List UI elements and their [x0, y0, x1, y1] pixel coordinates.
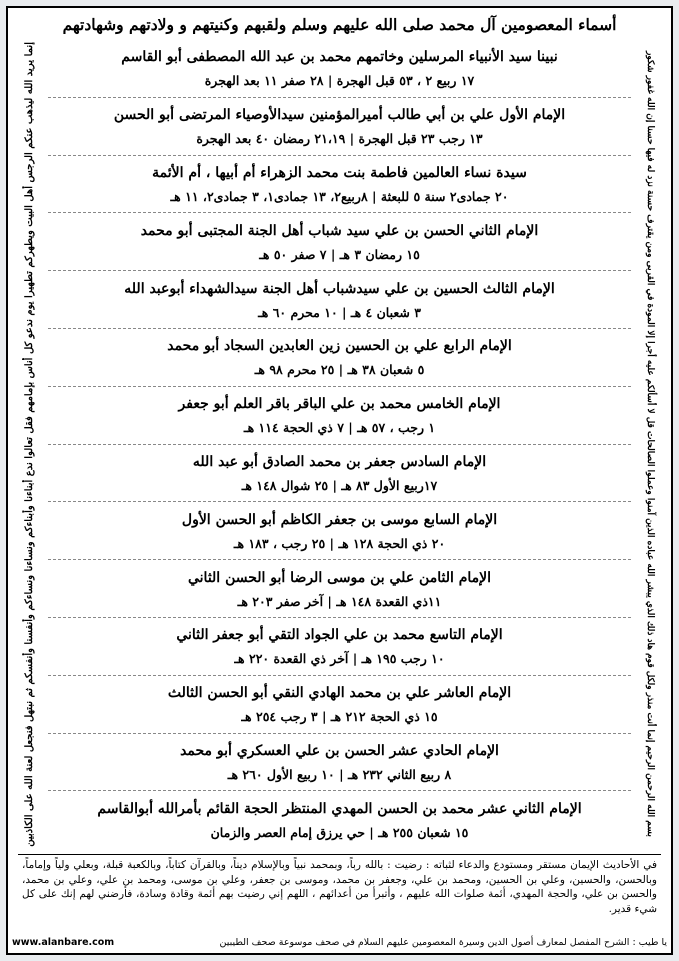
entry-name: نبينا سيد الأنبياء المرسلين وخاتمهم محمد بن عبد الله المصطفى أبو القاسم [121, 49, 558, 66]
list-item [48, 502, 631, 560]
entry-dates: ١٠ رجب ١٩٥ هـ | آخر ذي القعدة ٢٢٠ هـ [234, 651, 445, 667]
list-item [48, 387, 631, 445]
entry-name: الإمام السابع موسى بن جعفر الكاظم أبو الحسن الأول [181, 511, 498, 528]
entry-name: الإمام الثاني عشر محمد بن الحسن المهدي المنتظر الحجة القائم بأمرالله أبوالقاسم [97, 801, 582, 818]
right-side-verse-text: بسم الله الرحمن الرحيم إنما أنت منذر ولكل قوم هاد ذلك الذي يبشر الله عباده الذين آمنوا وعملوا الصالحات قل لا أسألكم عليه أجرا إلا المودة في القربى ومن يقترف حسنة نزد له فيها حسنا إن الله غفور شكور [645, 51, 655, 837]
page-title: أسماء المعصومين آل محمد صلى الله عليهم وسلم ولقبهم وكنيتهم و ولادتهم وشهادتهم [62, 15, 617, 34]
entry-name: الإمام التاسع محمد بن علي الجواد التقي أبو جعفر الثاني [176, 627, 503, 644]
entry-dates: ١٥ شعبان ٢٥٥ هـ | حي يرزق إمام العصر والزمان [210, 825, 469, 841]
entry-dates: ٣ شعبان ٤ هـ | ١٠ محرم ٦٠ هـ [258, 304, 421, 320]
entry-dates: ٢٠ ذي الحجة ١٢٨ هـ | ٢٥ رجب ، ١٨٣ هـ [233, 535, 446, 551]
list-item [48, 329, 631, 387]
left-side-verse [14, 38, 44, 850]
entry-name: الإمام الثاني الحسن بن علي سيد شباب أهل الجنة المجتبى أبو محمد [140, 222, 539, 239]
credits-text: يا طيب : الشرح المفصل لمعارف أصول الدين وسيرة المعصومين عليهم السلام في صحف موسوعة صحف الطيبين [219, 936, 667, 948]
entry-dates: ٨ ربيع الثاني ٢٣٢ هـ | ١٠ ربيع الأول ٢٦٠ هـ [227, 766, 452, 782]
list-item [48, 98, 631, 156]
list-item [48, 676, 631, 734]
footer-dua-text: في الأحاديث الإيمان مستقر ومستودع والدعاء لثباته : رضيت : بالله رباً، وبمحمد نبياً وبالإسلام ديناً، وبالقرآن كتاباً، وبالكعبة قبلة، وبعلي ولياً وإماماً، وبالحسن، والحسين، وعلي بن الحسين، ومحمد بن علي، وجعفر بن محمد، وموسى بن جعفر، وعلي بن موسى، ومحمد بن علي، وعلي بن محمد، والحسن بن علي، والحجة المهدي، أئمة صلوات الله عليهم ، وأتبرأ من أعدائهم ، اللهم إني رضيت بهم أئمة وقادة وسادة، فأرضني لهم إنك على كل شيء قدير. [22, 859, 657, 915]
entry-name: الإمام الثالث الحسين بن علي سيدشباب أهل الجنة سيدالشهداء أبوعبد الله [124, 280, 555, 297]
entry-name: الإمام الخامس محمد بن علي الباقر باقر العلم أبو جعفر [178, 396, 501, 413]
entry-name: الإمام السادس جعفر بن محمد الصادق أبو عبد الله [192, 453, 487, 470]
entry-dates: ١٧ربيع الأول ٨٣ هـ | ٢٥ شوال ١٤٨ هـ [241, 477, 438, 493]
website-link[interactable]: www.alanbare.com [12, 936, 115, 948]
entry-name: الإمام الأول علي بن أبي طالب أميرالمؤمنين سيدالأوصياء المرتضى أبو الحسن [113, 107, 566, 124]
list-item [48, 618, 631, 676]
list-item [48, 734, 631, 792]
entry-name: الإمام الحادي عشر الحسن بن علي العسكري أبو محمد [180, 742, 499, 759]
entry-dates: ٥ شعبان ٣٨ هـ | ٢٥ محرم ٩٨ هـ [254, 362, 425, 378]
entry-dates: ١٥ رمضان ٣ هـ | ٧ صفر ٥٠ هـ [259, 246, 420, 262]
list-item [48, 40, 631, 98]
entry-name: الإمام الرابع علي بن الحسين زين العابدين السجاد أبو محمد [167, 338, 512, 355]
entry-name: الإمام الثامن علي بن موسى الرضا أبو الحسن الثاني [187, 569, 492, 586]
entry-dates: ١١ذي القعدة ١٤٨ هـ | آخر صفر ٢٠٣ هـ [237, 593, 442, 609]
left-side-verse-text: إنما يريد الله ليذهب عنكم الرجس أهل البيت ويطهركم تطهيرا يوم ندعو كل أناس بإمامهم فقل تعالوا ندع أبناءنا وأبناءكم ونساءنا ونساءكم وأنفسنا وأنفسكم ثم نبتهل فنجعل لعنة الله على الكاذبين [23, 41, 35, 847]
list-item [48, 560, 631, 618]
entry-dates: ١٣ رجب ٢٣ قبل الهجرة | ٢١،١٩ رمضان ٤٠ بعد الهجرة [196, 131, 483, 147]
entry-name: الإمام العاشر علي بن محمد الهادي النقي أبو الحسن الثالث [167, 685, 512, 702]
imams-list [48, 40, 631, 850]
entry-dates: ١٥ ذي الحجة ٢١٢ هـ | ٣ رجب ٢٥٤ هـ [241, 709, 438, 725]
entry-dates: ٢٠ جمادى٢ سنة ٥ للبعثة | ٨ربيع٢، ١٣ جمادى١، ٣ جمادى٢، ١١ هـ [170, 188, 509, 204]
page-frame [6, 6, 673, 955]
footer-dua [18, 854, 661, 940]
entry-name: سيدة نساء العالمين فاطمة بنت محمد الزهراء أم أبيها ، أم الأئمة [152, 164, 527, 181]
list-item [48, 445, 631, 503]
list-item [48, 791, 631, 849]
list-item [48, 213, 631, 271]
right-side-verse [635, 38, 665, 850]
list-item [48, 271, 631, 329]
list-item [48, 156, 631, 214]
credits-bar [12, 934, 667, 950]
entry-dates: ١٧ ربيع ٢ ، ٥٣ قبل الهجرة | ٢٨ صفر ١١ بعد الهجرة [204, 73, 475, 89]
entry-dates: ١ رجب ، ٥٧ هـ | ٧ ذي الحجة ١١٤ هـ [243, 420, 436, 436]
